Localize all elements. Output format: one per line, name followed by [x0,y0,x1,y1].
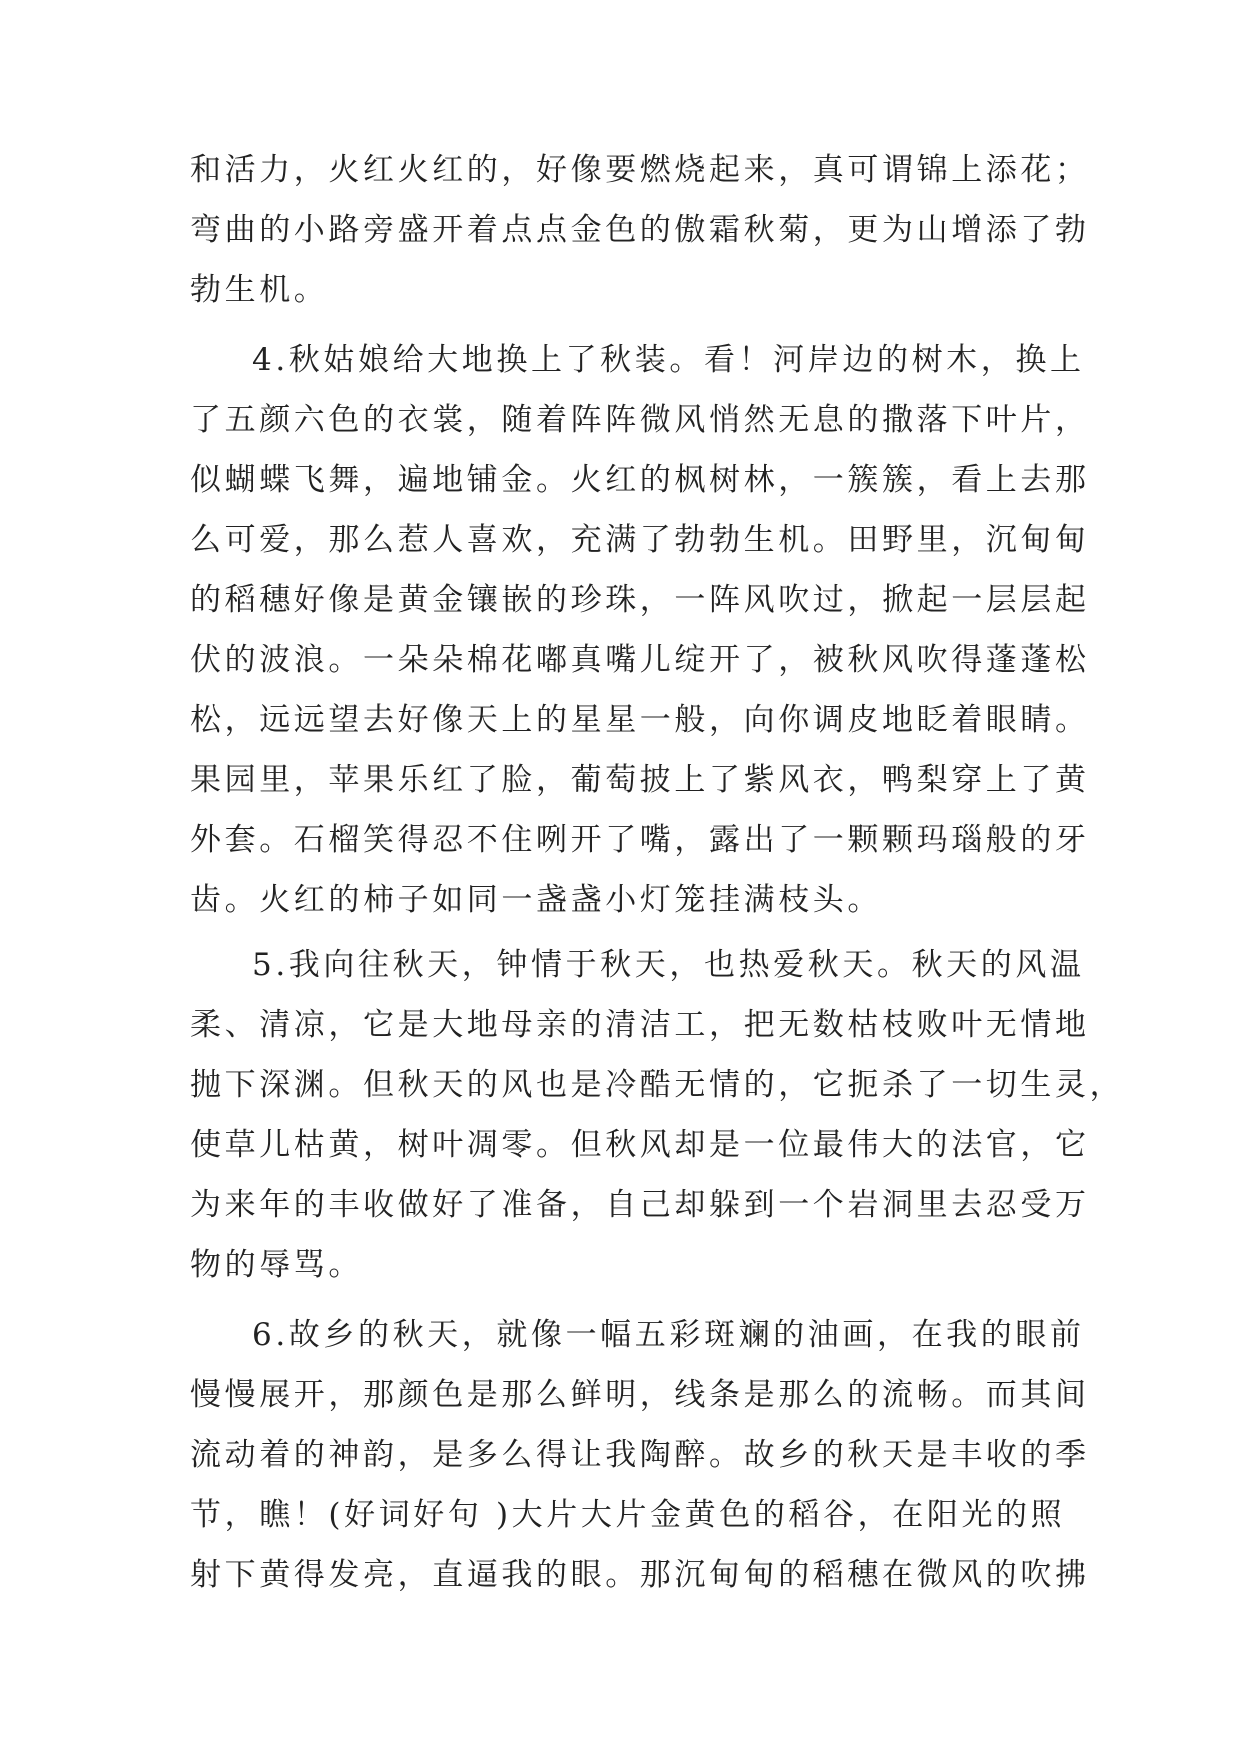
text-line: 似蝴蝶飞舞，遍地铺金。火红的枫树林，一簇簇，看上去那 [190,462,1090,498]
text-line: 使草儿枯黄，树叶凋零。但秋风却是一位最伟大的法官，它 [190,1127,1090,1163]
text-line: 齿。火红的柿子如同一盏盏小灯笼挂满枝头。 [190,882,882,918]
text-line: 为来年的丰收做好了准备，自己却躲到一个岩洞里去忍受万 [190,1187,1090,1223]
text-line: 外套。石榴笑得忍不住咧开了嘴，露出了一颗颗玛瑙般的牙 [190,822,1090,858]
text-line: 物的辱骂。 [190,1247,363,1283]
text-line: 节，瞧！(好词好句 )大片大片金黄色的稻谷，在阳光的照 [190,1497,1066,1533]
text-line: 弯曲的小路旁盛开着点点金色的傲霜秋菊，更为山增添了勃 [190,212,1090,248]
text-line: 射下黄得发亮，直逼我的眼。那沉甸甸的稻穗在微风的吹拂 [190,1557,1090,1593]
text-line: 和活力，火红火红的，好像要燃烧起来，真可谓锦上添花； [190,152,1090,188]
paragraph-4-start: 4.秋姑娘给大地换上了秋装。看！河岸边的树木，换上 [252,342,1085,378]
text-line: 伏的波浪。一朵朵棉花嘟真嘴儿绽开了，被秋风吹得蓬蓬松 [190,642,1090,678]
text-line: 么可爱，那么惹人喜欢，充满了勃勃生机。田野里，沉甸甸 [190,522,1090,558]
paragraph-6-start: 6.故乡的秋天，就像一幅五彩斑斓的油画，在我的眼前 [252,1317,1085,1353]
text-line: 松，远远望去好像天上的星星一般，向你调皮地眨着眼睛。 [190,702,1090,738]
text-line: 流动着的神韵，是多么得让我陶醉。故乡的秋天是丰收的季 [190,1437,1090,1473]
text-line: 柔、清凉，它是大地母亲的清洁工，把无数枯枝败叶无情地 [190,1007,1090,1043]
text-line: 勃生机。 [190,272,329,308]
paragraph-5-start: 5.我向往秋天，钟情于秋天，也热爱秋天。秋天的风温 [252,947,1085,983]
text-line: 的稻穗好像是黄金镶嵌的珍珠，一阵风吹过，掀起一层层起 [190,582,1090,618]
text-line: 果园里，苹果乐红了脸，葡萄披上了紫风衣，鸭梨穿上了黄 [190,762,1090,798]
text-line: 慢慢展开，那颜色是那么鲜明，线条是那么的流畅。而其间 [190,1377,1090,1413]
text-line: 了五颜六色的衣裳，随着阵阵微风悄然无息的撒落下叶片， [190,402,1090,438]
text-line: 抛下深渊。但秋天的风也是冷酷无情的，它扼杀了一切生灵， [190,1067,1125,1103]
